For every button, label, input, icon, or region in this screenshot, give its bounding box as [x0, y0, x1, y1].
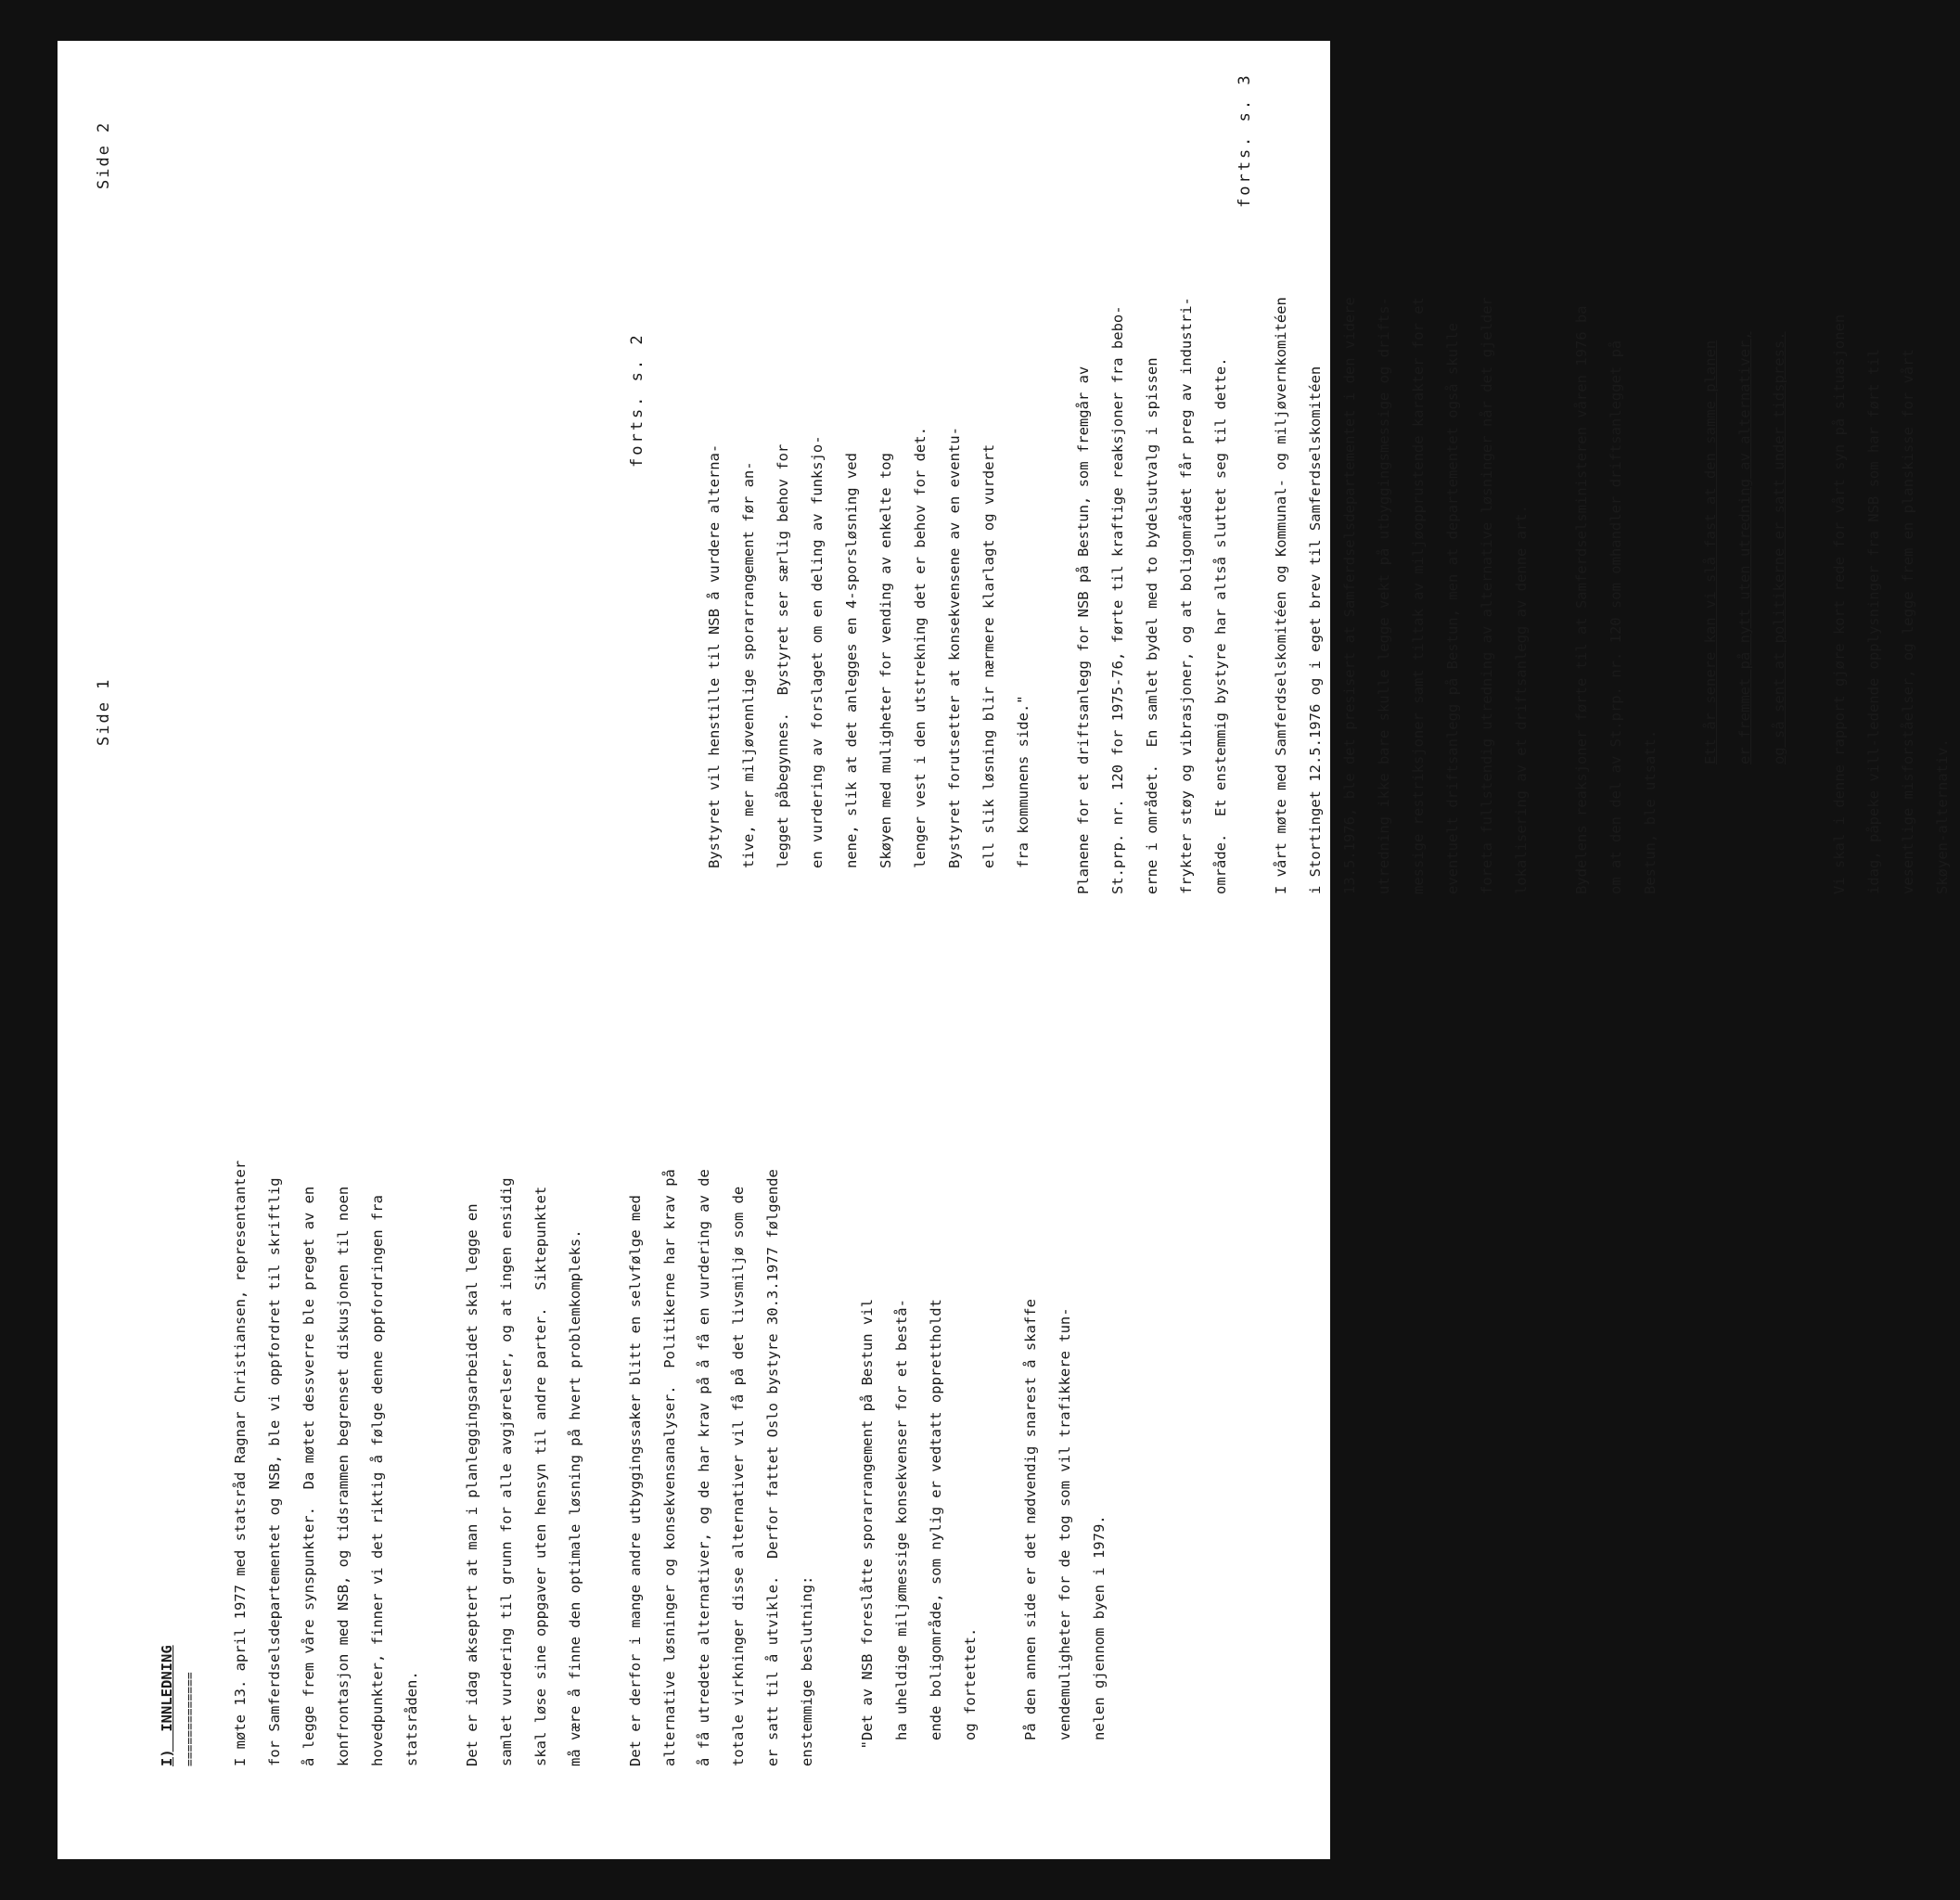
page-2-continued: forts. s. 3 — [1236, 72, 1254, 208]
text-line: Bestun, ble utsatt. — [1642, 729, 1659, 894]
text-line: eventuelt driftsanlegg på Bestun, men at departementet også skulle — [1444, 323, 1461, 894]
page1-paragraph — [224, 950, 429, 1766]
text-line: I vårt møte med Samferdselskomitéen og Kommunal- og miljøvernkomitéen — [1273, 297, 1289, 894]
text-line: alternative løsninger og konsekvensanalyser. Politikerne har krav på — [661, 1169, 678, 1766]
text-line: å få utredete alternativer, og de har krav på å få en vurdering av de — [696, 1169, 712, 1766]
text-line: lokalisering av et driftsanlegg av denne art. — [1513, 505, 1530, 894]
rotated-spread — [58, 41, 1951, 1859]
text-line: for Samferdselsdepartementet og NSB, ble vi oppfordret til skriftlig — [266, 1177, 283, 1766]
page2-paragraph — [1565, 78, 1668, 894]
page-1-continued: forts. s. 2 — [628, 332, 647, 468]
text-line: Skøyen-alternativ. — [1934, 738, 1951, 894]
page1-paragraph — [1014, 950, 1117, 1766]
heading-rule: ============= — [184, 1672, 198, 1766]
text-line: Bystyret forutsetter at konsekvensene av en eventu- — [946, 427, 963, 894]
text-line: skal løse sine oppgaver uten hensyn til andre parter. Siktepunktet — [532, 1186, 549, 1766]
text-line: en vurdering av forslaget om en deling av funksjo- — [809, 435, 826, 894]
text-line: Det er derfor i mange andre utbyggingssaker blitt en selvfølge med — [627, 1195, 644, 1766]
document-sheet — [58, 41, 1951, 1859]
page1-paragraph — [851, 950, 988, 1766]
text-line: På den annen side er det nødvendig snarest å skaffe — [1022, 1299, 1039, 1766]
text-line: nene, slik at det anlegges en 4-sporsløsning ved — [843, 453, 860, 894]
page-1-column — [150, 950, 1143, 1766]
text-line: Skøyen med muligheter for vending av enkelte tog — [878, 453, 894, 894]
text-line: konfrontasjon med NSB, og tidsrammen begrenset diskusjonen til noen — [335, 1186, 352, 1766]
page2-paragraph — [1264, 78, 1539, 894]
page1-paragraph — [455, 950, 593, 1766]
text-line: totale virkninger disse alternativer vil få på det livsmiljø som de — [730, 1186, 747, 1766]
text-line: nelen gjennom byen i 1979. — [1091, 1515, 1108, 1766]
text-line: "Det av NSB foreslåtte sporarrangement på Bestun vil — [859, 1299, 876, 1766]
text-line: statsråden. — [404, 1671, 420, 1766]
page1-paragraph — [619, 950, 825, 1766]
text-line: er satt til å utvikle. Derfor fattet Oslo bystyre 30.3.1977 følgende — [764, 1169, 781, 1766]
text-line: vendemuligheter for de tog som vil trafikkere tun- — [1057, 1307, 1073, 1766]
page2-paragraph — [1823, 78, 1960, 894]
text-line: foreta fullstendig utredning av alternative løsninger når det gjelder — [1479, 297, 1495, 894]
text-line: messige restriksjoner samt tiltak av miljøopprustende karakter for et — [1410, 297, 1427, 894]
text-line: Vi skal i denne rapport gjøre kort rede for vårt syn på situasjonen — [1831, 314, 1848, 894]
text-line: 13.5.1976, ble det presisert at Samferdselsdepartementet i den videre — [1341, 297, 1358, 894]
text-line: ende boligområde, som nylig er vedtatt opprettholdt — [928, 1299, 944, 1766]
text-line: vesentlige misforståelser, og legge frem en planskisse for vårt — [1900, 349, 1916, 894]
text-line: om at den del av St.prp. nr. 120 som omhandler driftsanlegget på — [1608, 340, 1624, 894]
text-line: legget påbegynnes. Bystyret ser særlig behov for — [775, 443, 791, 894]
text-line: hovedpunkter, finner vi det riktig å følge denne oppfordringen fra — [369, 1195, 386, 1766]
text-line: ell slik løsning blir nærmere klarlagt og vurdert — [980, 443, 997, 894]
underlined-statement — [1694, 78, 1797, 764]
underlined-line: og så sent at politikerne er satt under tidspress. — [1771, 331, 1787, 764]
text-line: fra kommunens side." — [1015, 695, 1031, 894]
text-line: Planene for et driftsanlegg for NSB på Bestun, som fremgår av — [1075, 366, 1092, 894]
page2-paragraph — [698, 78, 1041, 894]
text-line: enstemmige beslutning: — [799, 1575, 815, 1766]
text-line: samlet vurdering til grunn for alle avgjørelser, og at ingen ensidig — [498, 1177, 515, 1766]
text-line: ha uheldige miljømessige konsekvenser for et bestå- — [893, 1299, 910, 1766]
text-line: må være å finne den optimale løsning på hvert problemkompleks. — [567, 1229, 583, 1766]
page-1-paragraphs — [224, 950, 1143, 1766]
text-line: lenger vest i den utstrekning det er behov for det. — [912, 427, 929, 894]
text-line: Det er idag akseptert at man i planleggingsarbeidet skal legge en — [464, 1203, 480, 1766]
text-line: idag, påpeke vill-ledende opplysninger fra NSB som har ført til — [1865, 349, 1882, 894]
page-2-column — [698, 78, 1960, 894]
page-2-label: Side 2 — [95, 121, 113, 189]
text-line: tive, mer miljøvennlige sporarrangement før an- — [740, 461, 757, 894]
text-line: St.prp. nr. 120 for 1975-76, førte til kraftige reaksjoner fra bebo- — [1109, 305, 1126, 894]
text-line: utredning ikke bare skulle legge vekt på utbyggingsmessige og drifts- — [1376, 297, 1392, 894]
text-line: og fortettet. — [962, 1627, 979, 1766]
text-line: i Stortinget 12.5.1976 og i eget brev til Samferdselskomitéen — [1307, 366, 1324, 894]
text-line: å legge frem våre synspunkter. Da møtet dessverre ble preget av en — [301, 1186, 317, 1766]
text-line: I møte 13. april 1977 med statsråd Ragnar Christiansen, representanter — [232, 1160, 249, 1766]
text-line: område. Et enstemmig bystyre har altså sluttet seg til dette. — [1212, 357, 1229, 894]
underlined-line: er fremmet på nytt uten utredning av alternativer, — [1736, 331, 1753, 764]
text-line: frykter støy og vibrasjoner, og at boligområdet får preg av industri- — [1178, 297, 1195, 894]
underlined-line: Ett år senere kan vi slå fast at den samme planen — [1702, 340, 1719, 764]
text-line: Bystyret vil henstille til NSB å vurdere alterna- — [706, 443, 723, 894]
text-line: Bydelens reaksjoner førte til at Samferdselsministeren våren 1976 ba — [1573, 305, 1590, 894]
page2-paragraph — [1067, 78, 1238, 894]
page-1-label: Side 1 — [95, 677, 113, 746]
text-line: erne i området. En samlet bydel med to bydelsutvalg i spissen — [1144, 357, 1160, 894]
page-2-paragraphs — [698, 78, 1960, 894]
section-heading: I) INNLEDNING — [159, 1645, 175, 1766]
